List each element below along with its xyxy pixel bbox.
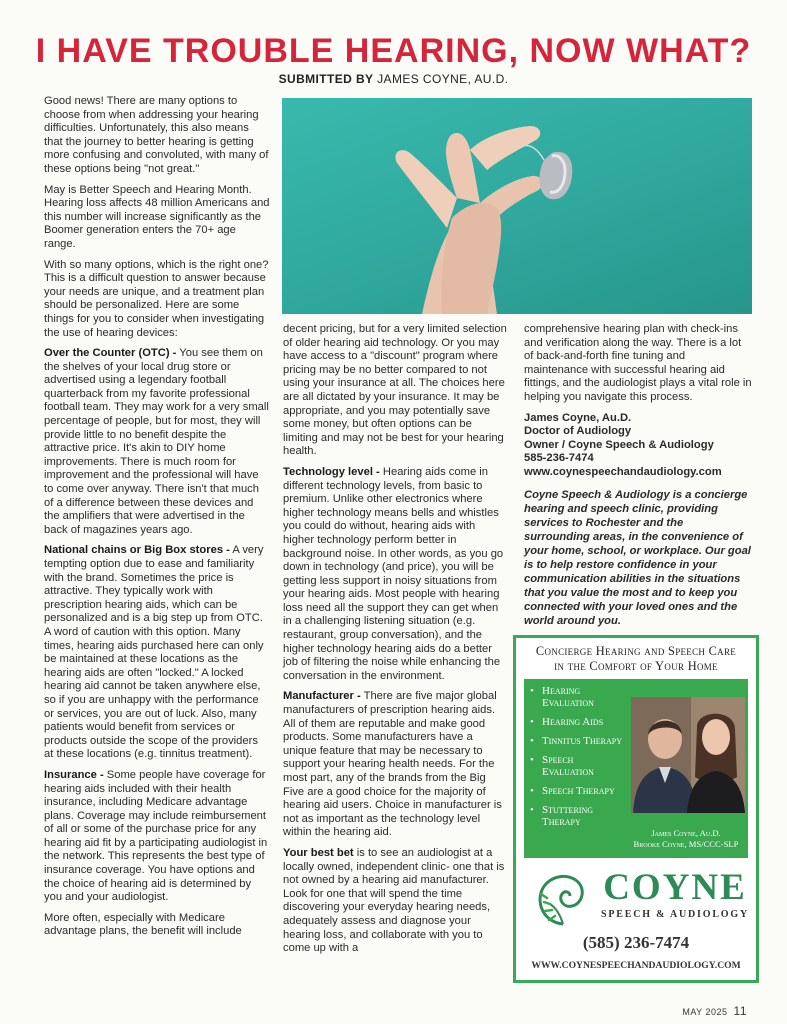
chains-body: A very tempting option due to ease and familiarity with the brand. Sometimes the price is attractive. They typically work with prescription hearing aids, which can be personalized and is a big step up from OTC. A word of caution with this option. Many times, hearing aids purchased here can only be maintained at these locations as the hearing aids are often "locked." A locked hearing aid cannot be taken anywhere else, so if you are unhappy with the performance or services, you are out of luck. Also, many patients would benefit from services or products outside the scope of the providers at these locations (e.g. tinnitus treatment). bbox=[44, 544, 264, 761]
staff-name-2: Brooke Coyne, MS/CCC-SLP bbox=[633, 839, 739, 849]
best-bet-heading: Your best bet bbox=[283, 846, 354, 859]
chains-heading: National chains or Big Box stores - bbox=[44, 544, 230, 557]
service-item: • Hearing Aids bbox=[530, 716, 626, 728]
intro-paragraph: Good news! There are many options to choose from when addressing your hearing difficulties. Unfortunately, this also means that the journey to better hearing is getting more confusing and convoluted, with many of these options being "not great." bbox=[44, 95, 269, 175]
signature-name: James Coyne, Au.D. bbox=[524, 411, 632, 424]
ad-headline bbox=[516, 638, 756, 674]
insurance-heading: Insurance - bbox=[44, 768, 104, 781]
ad-headline-line1: Concierge Hearing and Speech Care bbox=[535, 644, 737, 658]
signature-org: Owner / Coyne Speech & Audiology bbox=[524, 438, 714, 451]
clinic-advertisement[interactable] bbox=[513, 635, 759, 983]
otc-paragraph bbox=[44, 347, 270, 537]
ad-website-link[interactable]: WWW.COYNESPEECHANDAUDIOLOGY.COM bbox=[531, 960, 741, 971]
service-item: • Tinnitus Therapy bbox=[530, 735, 626, 747]
plan-paragraph: comprehensive hearing plan with check-ins and verification along the way. There is a lot of back-and-forth fine tuning and maintenance with successful hearing aid fittings, and the audiologist plays a vital role in helping you navigate this process. bbox=[524, 323, 752, 403]
service-item: • Stuttering Therapy bbox=[530, 804, 626, 828]
chains-paragraph bbox=[44, 544, 270, 762]
article-title: I HAVE TROUBLE HEARING, NOW WHAT? bbox=[35, 32, 752, 70]
pricing-paragraph: decent pricing, but for a very limited selection of older hearing aid technology. Or you may have access to a "discount" program where pricing may be no better compared to not using your insurance at all. The choices here are all dictated by your insurance. It may be appropriate, and you may potentially save some money, but often options can be limiting and may not be best for your hearing health. bbox=[283, 323, 507, 458]
signature-website[interactable]: www.coynespeechandaudiology.com bbox=[524, 465, 722, 478]
page-number: 11 bbox=[733, 1004, 747, 1018]
logo-wordmark: COYNE bbox=[603, 867, 747, 908]
service-item: • Hearing Evaluation bbox=[530, 685, 626, 709]
byline-label: SUBMITTED BY bbox=[278, 72, 374, 86]
otc-body: You see them on the shelves of your local drug store or advertised using a legendary football quarterback from my favorite professional football team. They may work for a very small percentage of people, but for most, they will provide little to no benefit despite the attractive price. It's akin to DIY home improvements. There is much room for improvement and the professional will have to come over anyway. There isn't that much of a difference between these devices and the amplifiers that were advertised in the back of magazines years ago. bbox=[44, 347, 269, 536]
services-list bbox=[530, 685, 626, 835]
column-3 bbox=[524, 323, 752, 635]
staff-name-1: James Coyne, Au.D. bbox=[651, 828, 721, 838]
signature-title: Doctor of Audiology bbox=[524, 425, 632, 438]
page-footer bbox=[682, 1004, 747, 1018]
hand-holding-hearing-aid-illustration bbox=[282, 98, 752, 314]
ad-services-panel bbox=[524, 679, 748, 858]
hearing-aid-photo bbox=[282, 98, 752, 314]
technology-heading: Technology level - bbox=[283, 465, 380, 478]
ad-phone[interactable]: (585) 236-7474 bbox=[582, 933, 690, 952]
byline bbox=[0, 72, 787, 86]
technology-body: Hearing aids come in different technology levels, from basic to premium. Unlike other electronics where higher technology means bells and whistles you could do without, hearing aids with higher technology perform better in background noise. In other words, as you go down in technology (and price), you will be getting less support in noisy situations from your hearing aids. Most people with hearing loss need all the support they can get when in a challenging listening situation (e.g. restaurant, group conversation), and the higher technology hearing aids do a better job of filtering the noise while enhancing the conversation in the environment. bbox=[283, 465, 504, 682]
ad-headline-line2: in the Comfort of Your Home bbox=[554, 659, 718, 673]
best-bet-paragraph bbox=[283, 847, 509, 956]
manufacturer-heading: Manufacturer - bbox=[283, 690, 361, 703]
month-paragraph: May is Better Speech and Hearing Month. Hearing loss affects 48 million Americans and this number will increase significantly as the Boomer generation enters the 70+ age range. bbox=[44, 183, 270, 250]
column-2 bbox=[283, 323, 509, 963]
signature-block bbox=[524, 412, 752, 480]
manufacturer-paragraph bbox=[283, 690, 509, 840]
service-item: • Speech Evaluation bbox=[530, 754, 626, 778]
column-1 bbox=[44, 95, 270, 946]
manufacturer-body: There are five major global manufacturers of prescription hearing aids. All of them are reputable and make good products. Some manufacturers have a unique feature that may be necessary to support your hearing health needs. For the most part, any of the brands from the Big Five are a good choice for the majority of hearing aid users. Choice in manufacturer is not as important as the technology level within the hearing aid. bbox=[283, 690, 502, 839]
best-bet-body: is to see an audiologist at a locally owned, independent clinic- one that is not owned by a hearing aid manufacturer. Look for one that will spend the time discovering your everyday hearing needs, adequately assess and diagnose your hearing loss, and collaborate with you to come up with a bbox=[283, 846, 505, 955]
options-paragraph: With so many options, which is the right one? This is a difficult question to answer because your needs are unique, and a treatment plan should be personalized. Here are some things for you to consider when investigating the use of hearing devices: bbox=[44, 258, 269, 339]
staff-portrait-illustration bbox=[631, 697, 745, 813]
staff-photo bbox=[631, 697, 745, 813]
otc-heading: Over the Counter (OTC) - bbox=[44, 347, 177, 360]
medicare-paragraph: More often, especially with Medicare advantage plans, the benefit will include bbox=[44, 911, 242, 938]
logo-subtitle: SPEECH & AUDIOLOGY bbox=[601, 909, 749, 920]
signature-phone: 585-236-7474 bbox=[524, 452, 594, 465]
issue-date: MAY 2025 bbox=[682, 1007, 728, 1017]
clinic-tagline: Coyne Speech & Audiology is a concierge hearing and speech clinic, providing services to Rochester and the surrounding areas, in the convenience of your home, school, or workplace. Our goal is to help restore confidence in your communication abilities in the situations that you value the most and to keep you connected with your loved ones and the world around you. bbox=[524, 488, 751, 627]
staff-names bbox=[624, 828, 748, 850]
technology-paragraph bbox=[283, 466, 509, 684]
insurance-body: Some people have coverage for hearing aids included with their health insurance, including Medicare advantage plans. Coverage may include reimbursement of all or some of the purchase price for any hearing aid fit by a participating audiologist in the network. This represents the best type of insurance coverage. You have options and the choice of hearing aid is determined by you and your audiologist. bbox=[44, 768, 268, 904]
fern-spiral-logo-icon bbox=[530, 864, 596, 930]
service-item: • Speech Therapy bbox=[530, 785, 626, 797]
byline-author: JAMES COYNE, AU.D. bbox=[377, 72, 509, 86]
insurance-paragraph bbox=[44, 769, 270, 905]
